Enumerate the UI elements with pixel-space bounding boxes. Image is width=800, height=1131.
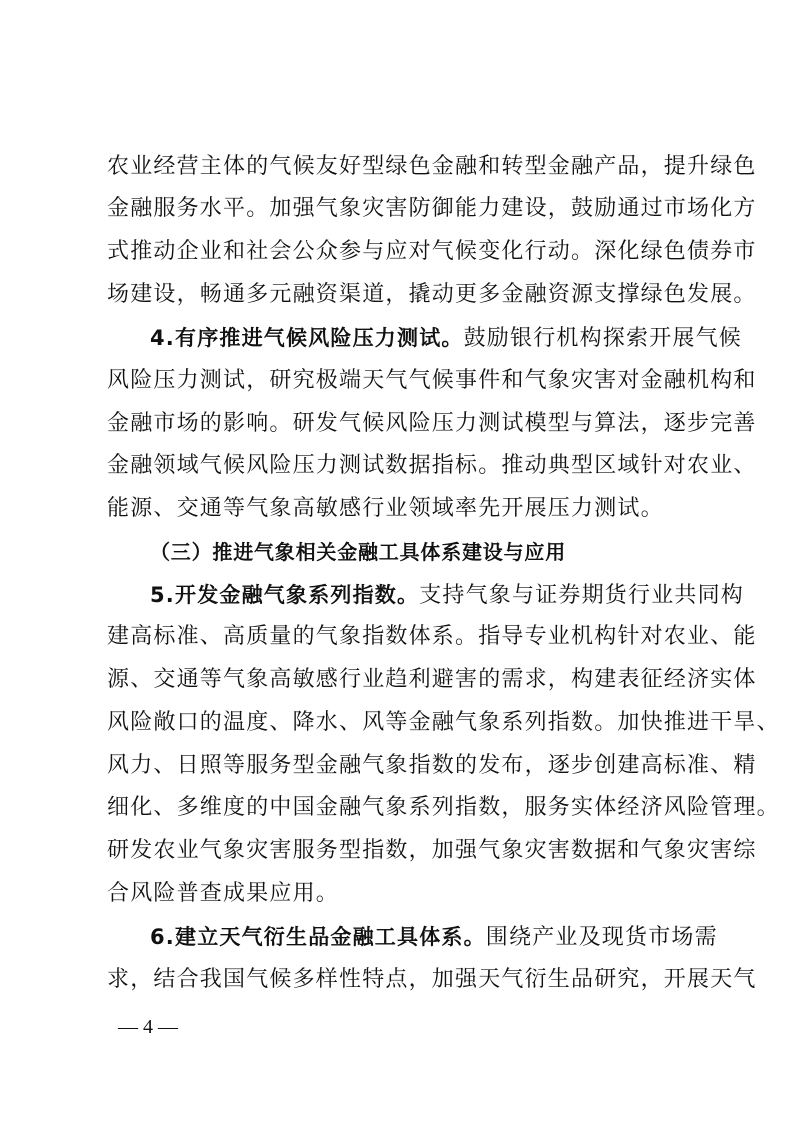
item-text: 支持气象与证券期货行业共同构 [419, 583, 745, 608]
item-heading: 6.建立天气衍生品金融工具体系。 [150, 925, 486, 949]
paragraph-line: 风险敞口的温度、降水、风等金融气象系列指数。加快推进干旱、 [107, 710, 780, 735]
item-text: 鼓励银行机构探索开展气候 [463, 326, 742, 351]
paragraph-line: 风力、日照等服务型金融气象指数的发布，逐步创建高标准、精 [107, 753, 757, 778]
paragraph-line: 求，结合我国气候多样性特点，加强天气衍生品研究，开展天气 [107, 967, 757, 992]
paragraph-line [150, 323, 742, 354]
item-heading: 4.有序推进气候风险压力测试。 [150, 326, 464, 350]
section-heading: （三）推进气象相关金融工具体系建设与应用 [150, 540, 566, 564]
paragraph-line: 金融服务水平。加强气象灾害防御能力建设，鼓励通过市场化方 [107, 196, 757, 221]
paragraph-line: 能源、交通等气象高敏感行业领域率先开展压力测试。 [107, 496, 664, 521]
item-heading: 5.开发金融气象系列指数。 [150, 583, 420, 607]
paragraph-line: 源、交通等气象高敏感行业趋利避害的需求，构建表征经济实体 [107, 667, 757, 692]
paragraph-line: 场建设，畅通多元融资渠道，撬动更多金融资源支撑绿色发展。 [107, 282, 757, 307]
paragraph-line [150, 580, 744, 611]
paragraph-line: 金融市场的影响。研发气候风险压力测试模型与算法，逐步完善 [107, 411, 757, 436]
paragraph-line: 建高标准、高质量的气象指数体系。指导专业机构针对农业、能 [107, 624, 757, 649]
item-text: 围绕产业及现货市场需 [485, 925, 718, 950]
paragraph-line: 式推动企业和社会公众参与应对气候变化行动。深化绿色债券市 [107, 239, 757, 264]
page-number: — 4 — [118, 1016, 178, 1038]
paragraph-line: 合风险普查成果应用。 [107, 881, 340, 906]
paragraph-line: 研发农业气象灾害服务型指数，加强气象灾害数据和气象灾害综 [107, 838, 757, 863]
paragraph-line [150, 922, 718, 953]
paragraph-line: 农业经营主体的气候友好型绿色金融和转型金融产品，提升绿色 [107, 154, 757, 179]
paragraph-line: 风险压力测试，研究极端天气气候事件和气象灾害对金融机构和 [107, 368, 757, 393]
paragraph-line: 细化、多维度的中国金融气象系列指数，服务实体经济风险管理。 [107, 795, 780, 820]
paragraph-line: 金融领域气候风险压力测试数据指标。推动典型区域针对农业、 [107, 453, 757, 478]
